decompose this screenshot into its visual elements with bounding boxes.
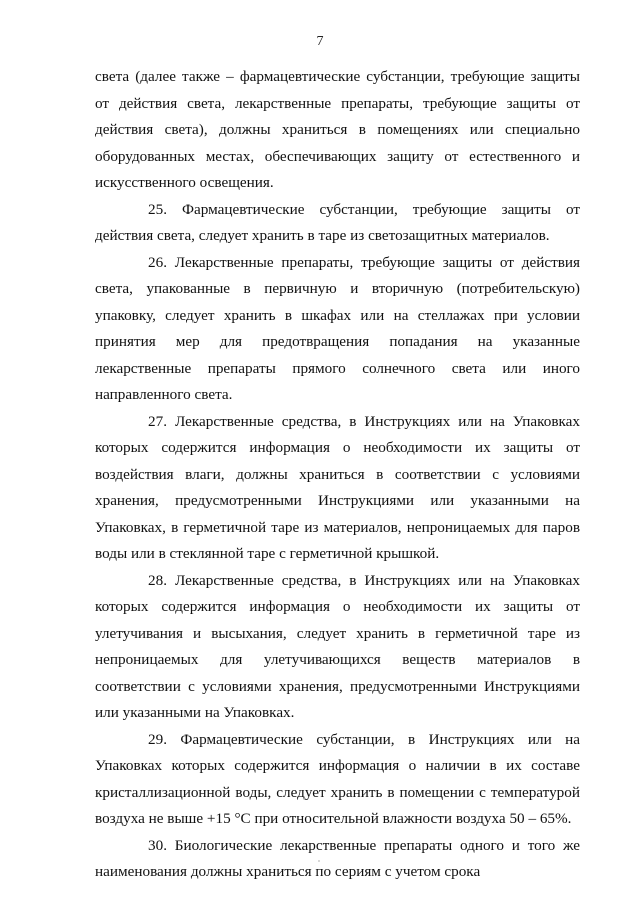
page-number: 7 (316, 34, 324, 49)
paragraph-continuation: света (далее также – фармацевтические субстанции, требующие защиты от действия света, лекарственные препараты, требующие защиты от действия света), должны храниться в помещениях или специально оборудованных местах, обеспечивающих защиту от естественного и искусственного освещения. (95, 68, 580, 191)
paragraph-28: 28. Лекарственные средства, в Инструкциях или на Упаковках которых содержится информация о необходимости их защиты от улетучивания и высыхания, следует хранить в герметичной таре из непроницаемых для улетучивающихся веществ материалов в соответствии с условиями хранения, предусмотренными Инструкциями или указанными на Упаковках. (95, 571, 580, 721)
document-body (95, 64, 580, 886)
paragraph-29: 29. Фармацевтические субстанции, в Инструкциях или на Упаковках которых содержится информация о наличии в их составе кристаллизационной воды, следует хранить в помещении с температурой воздуха не выше +15 °С при относительной влажности воздуха 50 – 65%. (95, 730, 580, 827)
paragraph-25: 25. Фармацевтические субстанции, требующие защиты от действия света, следует хранить в таре из светозащитных материалов. (95, 200, 580, 244)
paragraph-27: 27. Лекарственные средства, в Инструкциях или на Упаковках которых содержится информация о необходимости их защиты от воздействия влаги, должны храниться в соответствии с условиями хранения, предусмотренными Инструкциями или указанными на Упаковках, в герметичной таре из материалов, непроницаемых для паров воды или в стеклянной таре с герметичной крышкой. (95, 412, 580, 562)
scan-artifact (318, 860, 320, 862)
paragraph-26: 26. Лекарственные препараты, требующие защиты от действия света, упакованные в первичную и вторичную (потребительскую) упаковку, следует хранить в шкафах или на стеллажах при условии принятия мер для предотвращения попадания на указанные лекарственные препараты прямого солнечного света или иного направленного света. (95, 253, 580, 403)
paragraph-30: 30. Биологические лекарственные препараты одного и того же наименования должны храниться по сериям с учетом срока (95, 836, 580, 880)
